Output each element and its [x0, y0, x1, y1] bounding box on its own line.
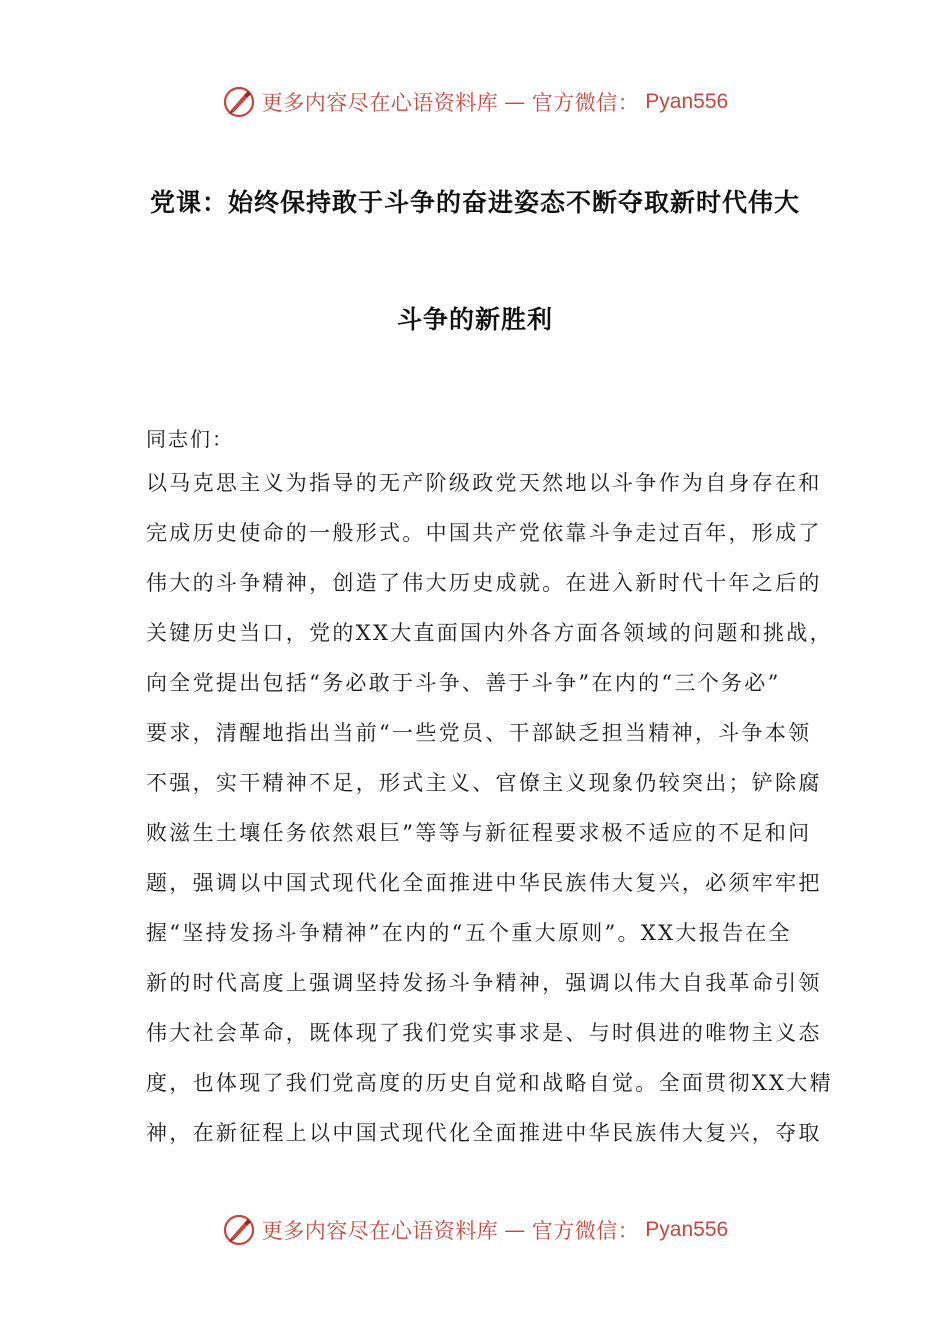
banner-separator: — [504, 90, 526, 114]
pen-logo-icon [222, 85, 256, 119]
banner-separator: — [504, 1218, 526, 1242]
body-line: 向全党提出包括“务必敢于斗争、善于斗争”在内的“三个务必” [146, 671, 781, 695]
banner-text: 更多内容尽在心语资料库 [261, 91, 499, 115]
body-line: 伟大的斗争精神，创造了伟大历史成就。在进入新时代十年之后的 [146, 571, 822, 595]
body-line: 要求，清醒地指出当前“一些党员、干部缺乏担当精神，斗争本领 [146, 721, 812, 745]
banner-contact-id: Pyan556 [645, 90, 729, 113]
salutation: 同志们： [146, 427, 234, 451]
body-line: 完成历史使命的一般形式。中国共产党依靠斗争走过百年，形成了 [146, 521, 822, 545]
body-line: 伟大社会革命，既体现了我们党实事求是、与时俱进的唯物主义态 [146, 1021, 822, 1045]
body-line: 关键历史当口，党的XX大直面国内外各方面各领域的问题和挑战， [146, 621, 833, 645]
document-title-line-2: 斗争的新胜利 [396, 305, 553, 334]
banner-contact-label: 官方微信： [531, 1219, 640, 1243]
document-title-line-1: 党课：始终保持敢于斗争的奋进姿态不断夺取新时代伟大 [149, 188, 800, 217]
body-line: 以马克思主义为指导的无产阶级政党天然地以斗争作为自身存在和 [146, 471, 822, 495]
footer-banner [0, 1210, 950, 1250]
pen-logo-icon [222, 1213, 256, 1247]
header-banner [0, 82, 950, 122]
body-line: 度，也体现了我们党高度的历史自觉和战略自觉。全面贯彻XX大精 [146, 1071, 833, 1095]
body-line: 题，强调以中国式现代化全面推进中华民族伟大复兴，必须牢牢把 [146, 871, 822, 895]
banner-text: 更多内容尽在心语资料库 [261, 1219, 499, 1243]
body-line: 不强，实干精神不足，形式主义、官僚主义现象仍较突出；铲除腐 [146, 771, 822, 795]
banner-contact-id: Pyan556 [645, 1218, 729, 1241]
body-line: 神，在新征程上以中国式现代化全面推进中华民族伟大复兴，夺取 [146, 1121, 822, 1145]
body-line: 新的时代高度上强调坚持发扬斗争精神，强调以伟大自我革命引领 [146, 971, 822, 995]
body-line: 败滋生土壤任务依然艰巨”等等与新征程要求极不适应的不足和问 [146, 821, 812, 845]
body-line: 握“坚持发扬斗争精神”在内的“五个重大原则”。XX大报告在全 [146, 921, 792, 945]
banner-contact-label: 官方微信： [531, 91, 640, 115]
body-text [146, 466, 833, 1166]
